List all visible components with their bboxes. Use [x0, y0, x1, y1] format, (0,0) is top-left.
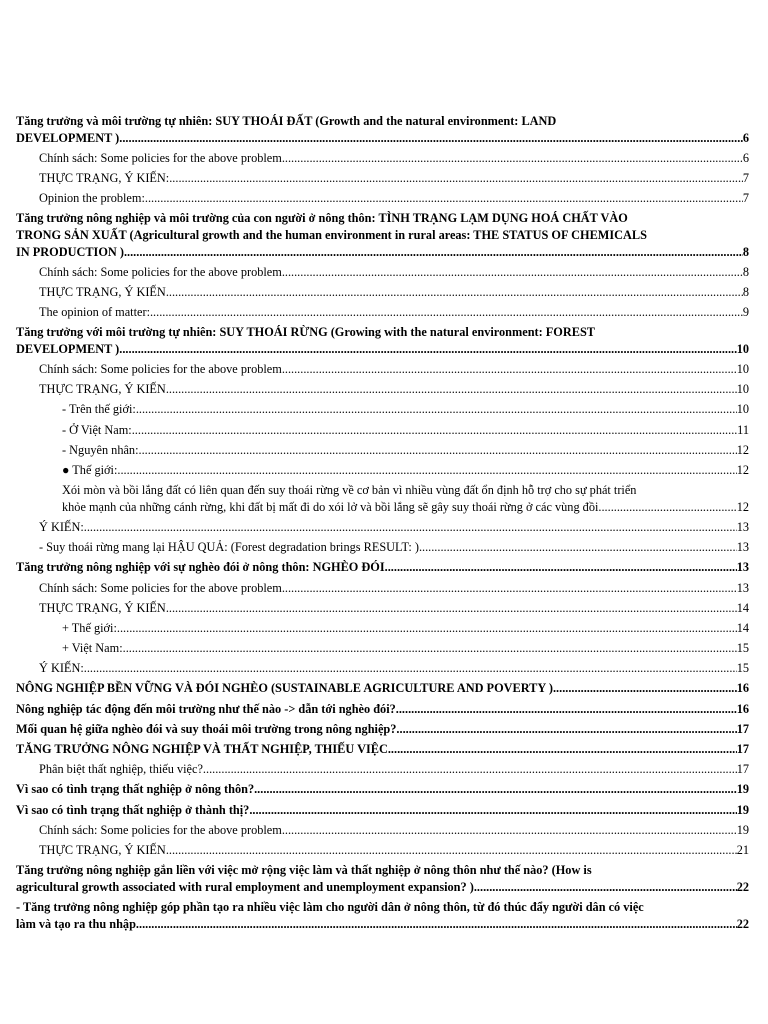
- toc-page-number: 8: [742, 244, 749, 259]
- toc-entry-text-line: Tăng trưởng nông nghiệp và môi trường của con người ở nông thôn: TÌNH TRẠNG LẠM DỤNG HOÁ CHẤT VÀO: [16, 211, 628, 226]
- toc-entry-text: Chính sách: Some policies for the above problem: [39, 264, 282, 279]
- dot-leader: [282, 361, 737, 378]
- toc-page-number: 12: [736, 499, 749, 514]
- toc-page-number: 10: [736, 382, 749, 397]
- toc-page-number: 6: [742, 150, 749, 165]
- toc-entry[interactable]: [16, 284, 749, 301]
- toc-entry[interactable]: [16, 559, 749, 576]
- toc-entry-text-line: IN PRODUCTION ): [16, 244, 124, 259]
- toc-page-number: 15: [736, 661, 749, 676]
- toc-entry-text-line: Tăng trưởng với môi trường tự nhiên: SUY THOÁI RỪNG (Growing with the natural environment: FOREST: [16, 325, 595, 340]
- toc-page-number: 8: [742, 284, 749, 299]
- toc-page-number: 13: [736, 560, 749, 575]
- dot-leader: [396, 701, 737, 718]
- dot-leader: [136, 401, 737, 418]
- toc-page-number: 14: [736, 600, 749, 615]
- toc-entry[interactable]: [16, 701, 749, 718]
- dot-leader: [123, 640, 737, 657]
- dot-leader: [166, 600, 737, 617]
- toc-page-number: 17: [736, 721, 749, 736]
- dot-leader: [282, 822, 737, 839]
- toc-page-number: 13: [736, 519, 749, 534]
- dot-leader: [84, 660, 737, 677]
- toc-entry-text: Chính sách: Some policies for the above problem: [39, 150, 282, 165]
- toc-entry[interactable]: [16, 620, 749, 637]
- toc-entry[interactable]: [16, 899, 749, 932]
- dot-leader: [388, 741, 737, 758]
- toc-page-number: 16: [736, 681, 749, 696]
- toc-entry-text: + Việt Nam:: [62, 641, 123, 656]
- dot-leader: [139, 442, 737, 459]
- dot-leader: [282, 580, 737, 597]
- toc-entry-text: ● Thế giới:: [62, 463, 118, 477]
- toc-entry[interactable]: [16, 324, 749, 357]
- toc-entry-text: - Ở Việt Nam:: [62, 422, 132, 437]
- toc-entry[interactable]: [16, 660, 749, 677]
- toc-page-number: 22: [736, 879, 749, 894]
- toc-page-number: 13: [736, 540, 749, 555]
- toc-page-number: 11: [737, 422, 749, 437]
- toc-entry-text-line: - Tăng trưởng nông nghiệp góp phần tạo ra nhiều việc làm cho người dân ở nông thôn, từ đó thúc đẩy người dân có việc: [16, 899, 644, 914]
- dot-leader: [132, 422, 737, 439]
- toc-page-number: 17: [736, 762, 749, 777]
- toc-entry-text: THỰC TRẠNG, Ý KIẾN: [39, 842, 166, 857]
- toc-page-number: 19: [736, 782, 749, 797]
- toc-page-number: 19: [736, 802, 749, 817]
- toc-entry-text-line: làm và tạo ra thu nhập: [16, 916, 136, 931]
- toc-entry-text: TĂNG TRƯỞNG NÔNG NGHIỆP VÀ THẤT NGHIỆP, THIẾU VIỆC: [16, 742, 388, 757]
- toc-entry[interactable]: [16, 401, 749, 418]
- toc-entry-text-line: DEVELOPMENT ): [16, 130, 120, 145]
- dot-leader: [119, 130, 743, 147]
- toc-entry[interactable]: [16, 190, 749, 207]
- toc-entry[interactable]: [16, 741, 749, 758]
- dot-leader: [136, 916, 737, 933]
- toc-entry[interactable]: [16, 442, 749, 459]
- toc-page-number: 10: [736, 402, 749, 417]
- toc-entry[interactable]: [16, 304, 749, 321]
- toc-entry-text: - Suy thoái rừng mang lại HẬU QUẢ: (Forest degradation brings RESULT: ): [39, 540, 419, 555]
- toc-entry[interactable]: [16, 113, 749, 146]
- toc-entry-text: Opinion the problem:: [39, 191, 145, 206]
- toc-entry-text: Chính sách: Some policies for the above problem: [39, 822, 282, 837]
- dot-leader: [169, 170, 743, 187]
- dot-leader: [598, 499, 736, 516]
- toc-page-number: 14: [736, 620, 749, 635]
- toc-entry[interactable]: [16, 640, 749, 657]
- toc-entry[interactable]: [16, 519, 749, 536]
- toc-entry-text: Ý KIẾN:: [39, 519, 84, 534]
- toc-entry[interactable]: [16, 539, 749, 556]
- toc-entry[interactable]: [16, 150, 749, 167]
- toc-page-number: 21: [736, 842, 749, 857]
- dot-leader: [553, 680, 737, 697]
- toc-page-number: 16: [736, 701, 749, 716]
- toc-entry-text: THỰC TRẠNG, Ý KIẾN:: [39, 170, 170, 185]
- toc-entry-text: The opinion of matter:: [39, 305, 150, 320]
- dot-leader: [282, 264, 743, 281]
- dot-leader: [419, 539, 737, 556]
- toc-page-number: 7: [742, 191, 749, 206]
- toc-page-number: 17: [736, 742, 749, 757]
- toc-entry[interactable]: [16, 600, 749, 617]
- toc-page-number: 10: [736, 362, 749, 377]
- dot-leader: [117, 462, 736, 479]
- toc-page-number: 9: [742, 305, 749, 320]
- toc-entry[interactable]: [16, 842, 749, 859]
- toc-entry-text: Phân biệt thất nghiệp, thiếu việc?: [39, 762, 203, 777]
- toc-entry[interactable]: [16, 422, 749, 439]
- toc-entry-text: - Trên thế giới:: [62, 402, 136, 417]
- toc-entry-text: NÔNG NGHIỆP BỀN VỮNG VÀ ĐÓI NGHÈO (SUSTAINABLE AGRICULTURE AND POVERTY ): [16, 681, 553, 696]
- toc-entry-text-line: DEVELOPMENT ): [16, 341, 120, 356]
- toc-entry[interactable]: [16, 862, 749, 895]
- toc-entry[interactable]: [16, 170, 749, 187]
- toc-entry[interactable]: [16, 822, 749, 839]
- toc-page-number: 12: [736, 463, 749, 477]
- toc-entry[interactable]: [16, 361, 749, 378]
- dot-leader: [203, 761, 737, 778]
- toc-entry-text: Nông nghiệp tác động đến môi trường như thế nào -> dẫn tới nghèo đói?: [16, 701, 396, 716]
- dot-leader: [145, 190, 743, 207]
- toc-entry[interactable]: [16, 381, 749, 398]
- toc-entry[interactable]: [16, 802, 749, 819]
- toc-entry-text: - Nguyên nhân:: [62, 442, 139, 457]
- dot-leader: [117, 620, 737, 637]
- dot-leader: [166, 284, 743, 301]
- toc-entry[interactable]: [16, 721, 749, 738]
- toc-entry-text-line: Xói mòn và bồi lắng đất có liên quan đến suy thoái rừng về cơ bản vì nhiều vùng đất ổn định hỗ trợ cho sự phát triển: [62, 483, 637, 498]
- toc-page-number: 12: [736, 442, 749, 457]
- toc-entry-text: Vì sao có tình trạng thất nghiệp ở nông thôn?: [16, 782, 255, 797]
- dot-leader: [396, 721, 736, 738]
- toc-entry-text-line: Tăng trưởng nông nghiệp gắn liền với việc mở rộng việc làm và thất nghiệp ở nông thôn như thế nào? (How is: [16, 863, 592, 878]
- toc-entry[interactable]: [16, 580, 749, 597]
- toc-entry-text: Chính sách: Some policies for the above problem: [39, 580, 282, 595]
- dot-leader: [150, 304, 743, 321]
- dot-leader: [84, 519, 737, 536]
- toc-entry-text: + Thế giới:: [62, 620, 117, 635]
- toc-entry-text-line: agricultural growth associated with rural employment and unemployment expansion? ): [16, 879, 474, 894]
- toc-entry-text: Ý KIẾN:: [39, 661, 84, 676]
- dot-leader: [119, 341, 736, 358]
- toc-entry[interactable]: [16, 482, 749, 515]
- dot-leader: [474, 879, 737, 896]
- dot-leader: [124, 244, 743, 261]
- toc-entry-text: Chính sách: Some policies for the above problem: [39, 362, 282, 377]
- toc-entry-text: THỰC TRẠNG, Ý KIẾN: [39, 600, 166, 615]
- toc-entry[interactable]: [16, 264, 749, 281]
- toc-entry-text: THỰC TRẠNG, Ý KIẾN: [39, 382, 166, 397]
- toc-entry-text: Mối quan hệ giữa nghèo đói và suy thoái môi trường trong nông nghiệp?: [16, 721, 397, 736]
- toc-entry-text: Vì sao có tình trạng thất nghiệp ở thành thị?: [16, 802, 250, 817]
- toc-page-number: 19: [736, 822, 749, 837]
- toc-entry-text: Tăng trưởng nông nghiệp với sự nghèo đói ở nông thôn: NGHÈO ĐÓI: [16, 560, 385, 575]
- toc-page-number: 22: [736, 916, 749, 931]
- dot-leader: [282, 150, 743, 167]
- dot-leader: [166, 842, 737, 859]
- dot-leader: [249, 802, 736, 819]
- toc-entry[interactable]: [16, 680, 749, 697]
- table-of-contents: [16, 113, 749, 936]
- toc-entry[interactable]: [16, 462, 749, 479]
- toc-entry-text-line: khỏe mạnh của những cánh rừng, khi đất bị mất đi do xói lở và bồi lắng sẽ gây suy thoái rừng ở các vùng đồi: [62, 499, 599, 514]
- toc-page-number: 6: [742, 130, 749, 145]
- toc-page-number: 13: [736, 580, 749, 595]
- toc-entry-text-line: Tăng trưởng và môi trường tự nhiên: SUY THOÁI ĐẤT (Growth and the natural environment: LAND: [16, 114, 557, 128]
- toc-page-number: 8: [742, 264, 749, 279]
- toc-entry-text-line: TRONG SẢN XUẤT (Agricultural growth and the human environment in rural areas: THE STATUS OF CHEMICALS: [16, 227, 647, 242]
- toc-page-number: 15: [736, 641, 749, 656]
- dot-leader: [254, 781, 737, 798]
- toc-page-number: 10: [736, 341, 749, 356]
- toc-entry[interactable]: [16, 210, 749, 260]
- toc-entry[interactable]: [16, 761, 749, 778]
- dot-leader: [385, 559, 737, 576]
- toc-entry[interactable]: [16, 781, 749, 798]
- toc-entry-text: THỰC TRẠNG, Ý KIẾN: [39, 284, 166, 299]
- dot-leader: [166, 381, 737, 398]
- toc-page-number: 7: [742, 170, 749, 185]
